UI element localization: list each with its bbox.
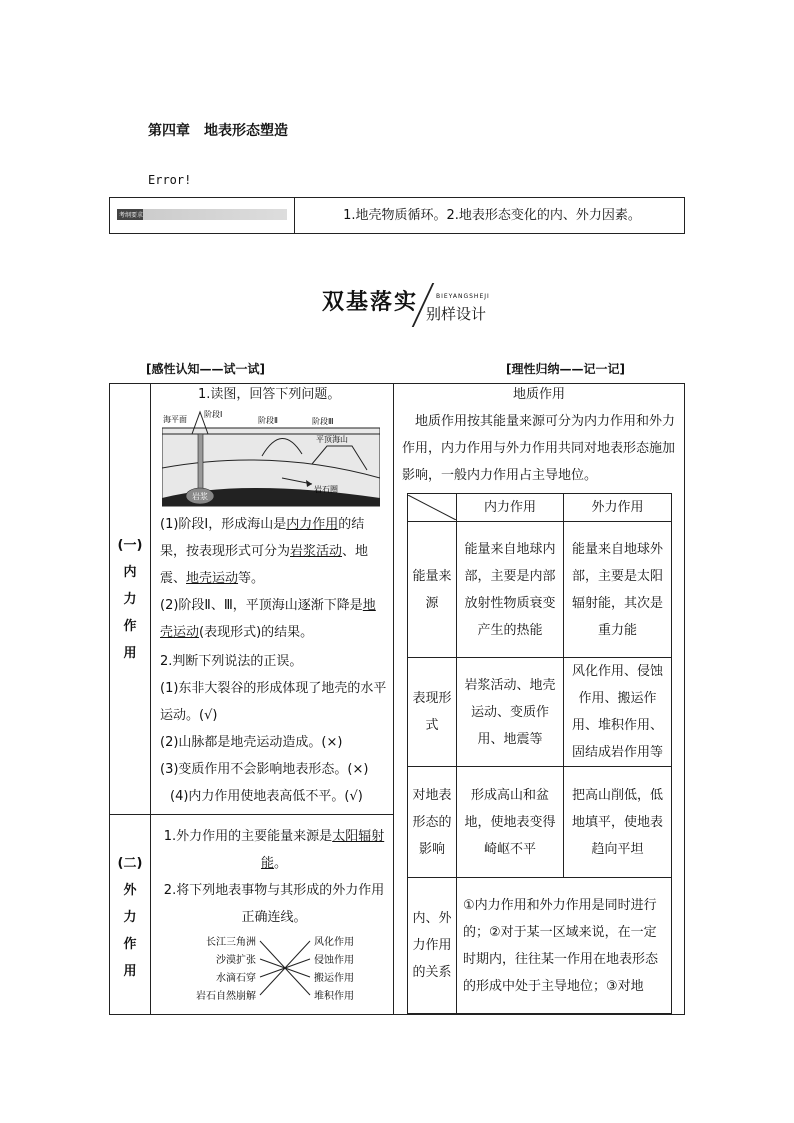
side-label-char: 外 (123, 883, 137, 898)
left-item: 岩石自然崩解 (196, 991, 256, 1002)
label-flat-seamount: 平顶海山 (316, 435, 348, 444)
row-label: 表现形式 (408, 658, 457, 767)
label-magma: 岩浆 (192, 492, 208, 501)
row-outer: 能量来自地球外部，主要是太阳辐射能，其次是重力能 (564, 522, 672, 658)
side-label-char: (二) (117, 856, 143, 871)
magma-conduit (198, 434, 203, 496)
right-panel-title: 地质作用 (512, 387, 565, 402)
table-row (408, 658, 672, 767)
side-label-char: 作 (123, 937, 137, 952)
section1-q2-title: 2.判断下列说法的正误。 (160, 654, 303, 669)
row-label: 对地表形态的影响 (408, 767, 457, 878)
seamount-diagram (162, 408, 380, 508)
relation-text: ①内力作用和外力作用是同时进行的；②对于某一区域来说，在一定时期内，往往某一作用在地表形态的形成中处于主导地位；③对地 (457, 878, 672, 1014)
section1-side-label (110, 532, 150, 667)
col-header-outer: 外力作用 (564, 494, 672, 522)
section-banner (322, 283, 502, 329)
section-divider (110, 814, 393, 815)
left-heading: [感性认知——试一试] (146, 362, 265, 376)
judge-item-2: (2)山脉都是地壳运动造成。(×) (160, 735, 343, 750)
side-label-char: 用 (123, 646, 137, 661)
right-item: 侵蚀作用 (314, 955, 354, 966)
side-label-char: 作 (123, 619, 137, 634)
judge-item-1: (1)东非大裂谷的形成体现了地壳的水平运动。(√) (160, 681, 387, 723)
exam-requirement-text: 1.地壳物质循环。2.地表形态变化的内、外力因素。 (343, 208, 641, 223)
exam-requirement-box (109, 197, 685, 234)
p1-text-d: 等。 (238, 571, 265, 586)
label-sea-level: 海平面 (163, 415, 187, 424)
p2-answer-crust: 地壳运动 (160, 598, 376, 640)
section1-para1 (160, 511, 388, 592)
right-item: 风化作用 (314, 937, 354, 948)
side-label-char: 内 (123, 565, 137, 580)
p1-answer-crust: 地壳运动 (186, 571, 239, 586)
col-header-inner: 内力作用 (457, 494, 564, 522)
side-label-char: 力 (123, 910, 137, 925)
row-outer: 风化作用、侵蚀作用、搬运作用、堆积作用、固结成岩作用等 (564, 658, 672, 767)
banner-title: 双基落实 (322, 290, 419, 315)
q1-text-b: 。 (274, 856, 288, 871)
banner-subtitle: 别样设计 (426, 305, 487, 323)
p1-text-b: 的结果，按表现形式可分为 (160, 517, 365, 559)
diagonal-line (408, 495, 456, 520)
row-inner: 能量来自地球内部，主要是内部放射性物质衰变产生的热能 (457, 522, 564, 658)
p1-answer-magma: 岩浆活动 (290, 544, 343, 559)
section2-q2: 2.将下列地表事物与其形成的外力作用正确连线。 (163, 883, 385, 925)
section2-q1 (160, 823, 388, 877)
banner-pinyin: BIEYANGSHEJI (436, 293, 490, 300)
right-item: 堆积作用 (314, 991, 354, 1002)
left-item: 长江三角洲 (206, 937, 256, 948)
q1-answer-solar: 太阳辐射能 (260, 829, 385, 871)
table-header-row (408, 494, 672, 522)
judge-item-3: (3)变质作用不会影响地表形态。(×) (160, 762, 369, 777)
main-frame (109, 383, 685, 1015)
label-stage2: 阶段Ⅱ (258, 416, 278, 425)
chapter-title: 第四章 地表形态塑造 (148, 123, 288, 139)
right-heading: [理性归纳——记一记] (506, 362, 625, 376)
row-label: 能量来源 (408, 522, 457, 658)
left-item: 水滴石穿 (216, 973, 256, 984)
label-stage1: 阶段Ⅰ (204, 410, 223, 419)
table-row (408, 522, 672, 658)
judge-item-4: (4)内力作用使地表高低不平。(√) (170, 789, 363, 804)
center-divider (393, 384, 394, 1014)
table-row-relation (408, 878, 672, 1014)
row-inner: 形成高山和盆地，使地表变得崎岖不平 (457, 767, 564, 878)
right-panel-intro: 地质作用按其能量来源可分为内力作用和外力作用，内力作用与外力作用共同对地表形态施加影响，一般内力作用占主导地位。 (402, 414, 676, 483)
exam-requirement-label-cell (110, 198, 295, 233)
p1-text-a: (1)阶段Ⅰ，形成海山是 (160, 517, 287, 532)
side-label-char: 力 (123, 592, 137, 607)
label-stage3: 阶段Ⅲ (312, 417, 334, 426)
side-col-divider (150, 384, 151, 1014)
left-item: 沙漠扩张 (216, 955, 256, 966)
matching-diagram (170, 932, 370, 1008)
side-label-char: (一) (117, 538, 143, 553)
p2-text-b: (表现形式)的结果。 (199, 625, 314, 640)
table-row (408, 767, 672, 878)
right-item: 搬运作用 (314, 973, 354, 984)
row-outer: 把高山削低，低地填平，使地表趋向平坦 (564, 767, 672, 878)
geological-process-table (407, 493, 672, 1014)
side-label-char: 用 (123, 964, 137, 979)
p1-text-c: 、地震、 (160, 544, 369, 586)
section1-para2 (160, 592, 388, 646)
p2-text-a: (2)阶段Ⅱ、Ⅲ，平顶海山逐渐下降是 (160, 598, 363, 613)
section2-side-label (110, 850, 150, 985)
relation-label: 内、外力作用的关系 (408, 878, 457, 1014)
p1-answer-inner-force: 内力作用 (286, 517, 339, 532)
error-text: Error! (148, 173, 192, 187)
section1-q1-title: 1.读图，回答下列问题。 (198, 387, 341, 402)
label-lithosphere: 岩石圈 (314, 485, 338, 494)
exam-requirement-label: 考纲要求 (119, 212, 144, 219)
q1-text-a: 1.外力作用的主要能量来源是 (163, 829, 333, 844)
diagonal-cell (408, 494, 457, 522)
row-inner: 岩浆活动、地壳运动、变质作用、地震等 (457, 658, 564, 767)
